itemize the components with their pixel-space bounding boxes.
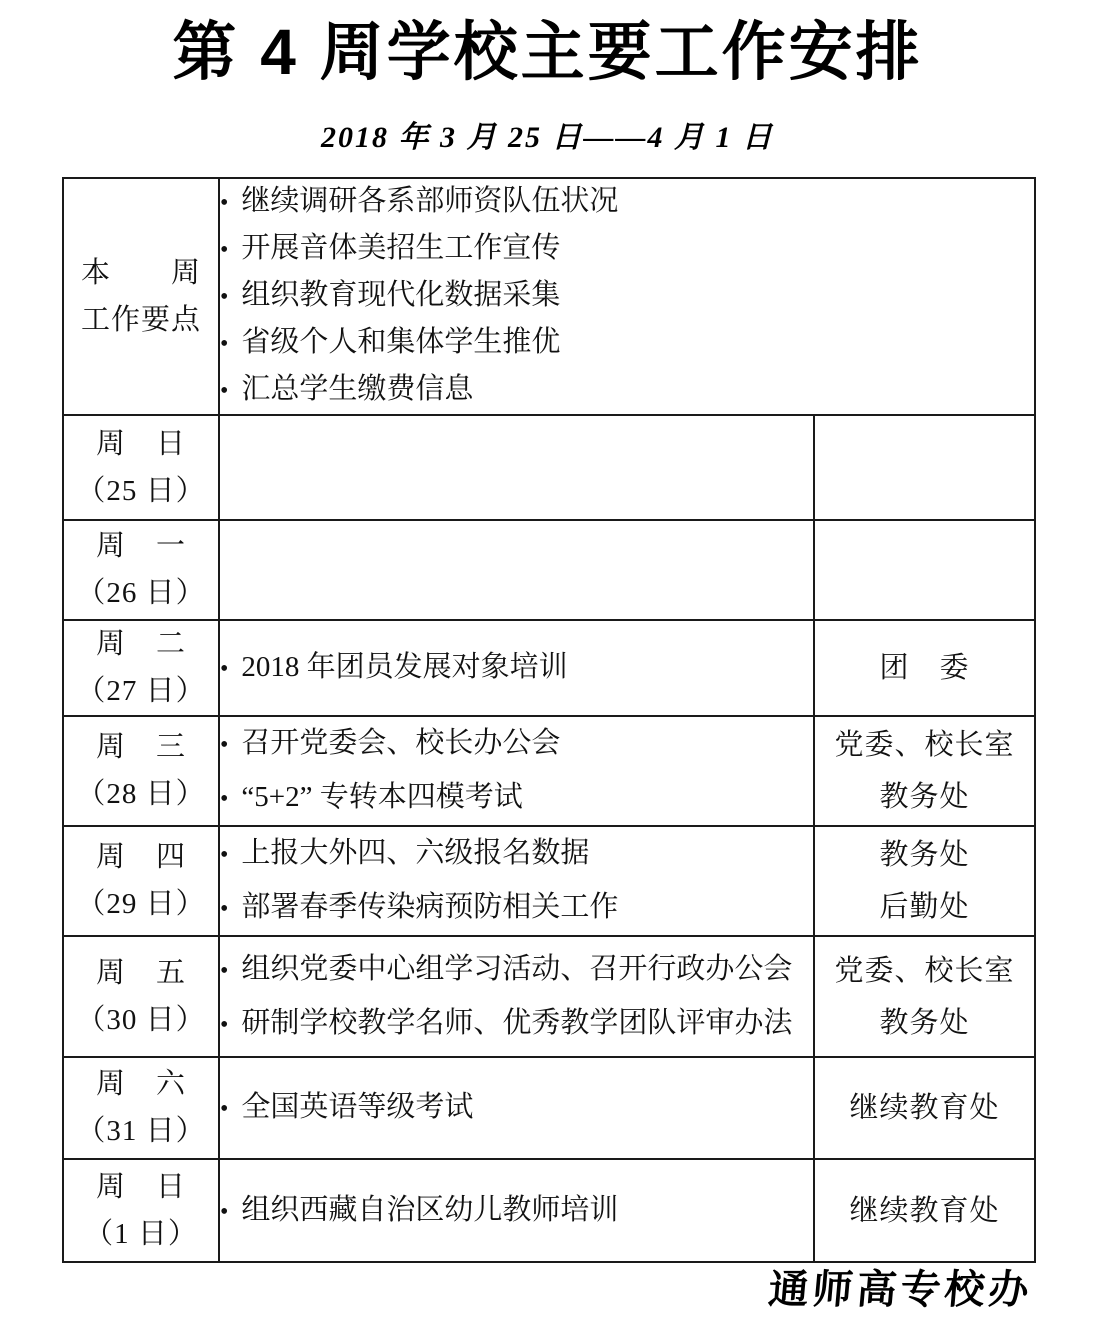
day-date: （31 日） [76, 1115, 206, 1147]
work-item [220, 179, 1034, 226]
day-date: （29 日） [76, 888, 206, 920]
day-name: 周 六 [95, 1068, 186, 1100]
work-item-text: 组织教育现代化数据采集 [241, 279, 561, 311]
day-label-cell [63, 1159, 219, 1262]
bullet-icon: • [220, 284, 229, 310]
work-item-text: 开展音体美招生工作宣传 [241, 232, 561, 264]
department-name: 教务处 [879, 839, 970, 871]
work-item-text: 继续调研各系部师资队伍状况 [241, 185, 619, 217]
bullet-icon: • [220, 237, 229, 263]
bullet-icon: • [220, 331, 229, 357]
bullet-icon: • [220, 896, 229, 922]
bullet-icon: • [220, 842, 229, 868]
work-item-text: 汇总学生缴费信息 [241, 373, 474, 405]
day-date: （28 日） [76, 778, 206, 810]
work-item [220, 1184, 813, 1238]
day-rows-body [63, 415, 1035, 1262]
day-label-cell [63, 520, 219, 620]
signature: 通师高专校办 [766, 1266, 1035, 1313]
summary-items-cell [219, 178, 1035, 415]
department-name: 教务处 [879, 1006, 970, 1039]
day-label-cell [63, 936, 219, 1057]
work-item-text: 研制学校教学名师、优秀教学团队评审办法 [241, 1006, 793, 1039]
department-name: 团 委 [879, 652, 970, 684]
schedule-row [63, 620, 1035, 716]
work-item-text: 召开党委会、校长办公会 [241, 727, 561, 759]
day-items-cell [219, 826, 814, 936]
department-name: 教务处 [879, 781, 970, 813]
work-item-text: “5+2” 专转本四模考试 [241, 781, 523, 813]
work-item-text: 组织党委中心组学习活动、召开行政办公会 [241, 952, 793, 985]
department-cell [814, 415, 1035, 520]
day-name: 周 四 [95, 841, 186, 873]
day-label-cell [63, 1057, 219, 1159]
work-item [220, 226, 1034, 273]
day-name: 周 日 [95, 1170, 186, 1203]
day-label-cell [63, 826, 219, 936]
schedule-table [62, 177, 1036, 1263]
day-date: （25 日） [76, 474, 206, 507]
department-name: 党委、校长室 [834, 954, 1015, 987]
work-item [220, 1081, 813, 1135]
schedule-row [63, 1159, 1035, 1262]
bullet-icon: • [220, 1198, 229, 1225]
work-item [220, 997, 813, 1051]
summary-row [63, 178, 1035, 415]
work-item [220, 881, 813, 935]
summary-label-line2: 工作要点 [80, 303, 201, 336]
day-items-cell [219, 1057, 814, 1159]
day-items-cell [219, 1159, 814, 1262]
department-cell [814, 620, 1035, 716]
day-items-cell [219, 716, 814, 826]
day-label-cell [63, 716, 219, 826]
schedule-row [63, 936, 1035, 1057]
work-item [220, 320, 1034, 367]
day-name: 周 一 [95, 530, 186, 562]
day-name: 周 五 [95, 956, 186, 989]
department-cell [814, 1159, 1035, 1262]
day-items-cell [219, 936, 814, 1057]
work-item-text: 2018 年团员发展对象培训 [241, 651, 568, 683]
bullet-icon: • [220, 190, 229, 216]
bullet-icon: • [220, 1011, 229, 1038]
work-item-text: 上报大外四、六级报名数据 [241, 837, 590, 869]
work-item [220, 717, 813, 771]
work-item-text: 省级个人和集体学生推优 [241, 326, 561, 358]
summary-label-cell [63, 178, 219, 415]
day-date: （1 日） [84, 1217, 198, 1250]
bullet-icon: • [220, 1096, 229, 1122]
work-item-text: 组织西藏自治区幼儿教师培训 [241, 1193, 619, 1226]
department-cell [814, 826, 1035, 936]
bullet-icon: • [220, 656, 229, 682]
day-name: 周 日 [95, 427, 186, 460]
department-cell [814, 716, 1035, 826]
department-cell [814, 1057, 1035, 1159]
page-title: 第 4 周学校主要工作安排 [172, 16, 923, 88]
department-name: 党委、校长室 [834, 729, 1015, 761]
work-item [220, 827, 813, 881]
day-label-cell [63, 620, 219, 716]
department-cell [814, 936, 1035, 1057]
schedule-row [63, 415, 1035, 520]
department-name: 继续教育处 [849, 1092, 1000, 1124]
summary-label-line1: 本 周 [80, 256, 201, 289]
day-items-cell [219, 620, 814, 716]
date-range: 2018 年 3 月 25 日——4 月 1 日 [321, 120, 774, 154]
work-item [220, 943, 813, 997]
work-item [220, 641, 813, 695]
work-item [220, 273, 1034, 320]
work-item [220, 771, 813, 825]
schedule-row [63, 1057, 1035, 1159]
schedule-row [63, 716, 1035, 826]
schedule-row [63, 826, 1035, 936]
department-cell [814, 520, 1035, 620]
day-name: 周 三 [95, 731, 186, 763]
bullet-icon: • [220, 957, 229, 984]
day-date: （30 日） [76, 1003, 206, 1036]
department-name: 继续教育处 [849, 1194, 1000, 1227]
work-item-text: 部署春季传染病预防相关工作 [241, 891, 619, 923]
day-items-cell [219, 520, 814, 620]
bullet-icon: • [220, 378, 229, 404]
day-date: （26 日） [76, 577, 206, 609]
day-name: 周 二 [95, 628, 186, 660]
day-items-cell [219, 415, 814, 520]
work-item [220, 367, 1034, 414]
bullet-icon: • [220, 786, 229, 812]
day-label-cell [63, 415, 219, 520]
schedule-row [63, 520, 1035, 620]
work-item-text: 全国英语等级考试 [241, 1091, 474, 1123]
bullet-icon: • [220, 732, 229, 758]
day-date: （27 日） [76, 675, 206, 707]
department-name: 后勤处 [879, 891, 970, 923]
